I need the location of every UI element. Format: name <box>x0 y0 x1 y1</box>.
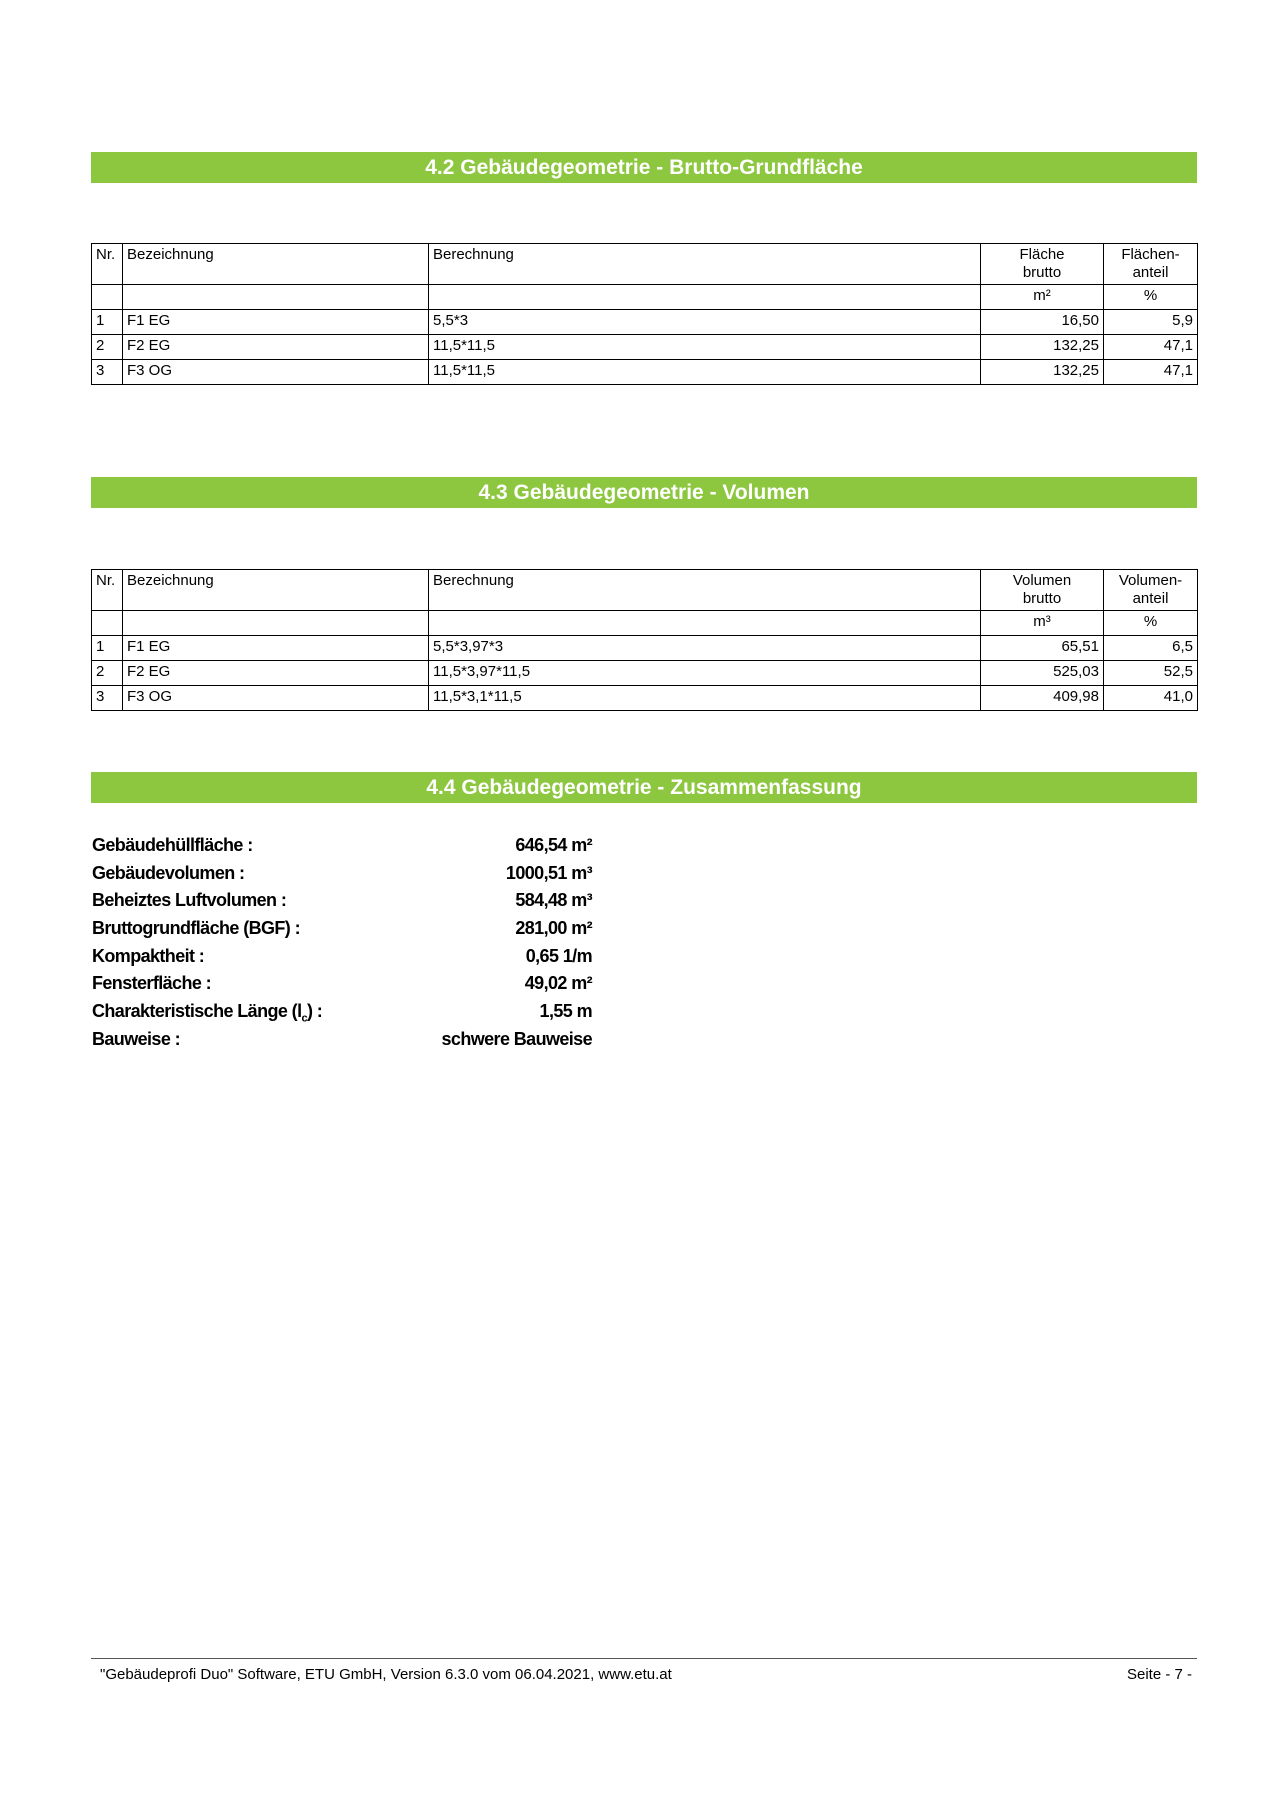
cell-anteil: 6,5 <box>1104 636 1198 661</box>
cell-wert: 525,03 <box>981 661 1104 686</box>
section-title-volumen: 4.3 Gebäudegeometrie - Volumen <box>91 477 1197 508</box>
section-title-zusammenfassung: 4.4 Gebäudegeometrie - Zusammenfassung <box>91 772 1197 803</box>
cell-wert: 16,50 <box>981 310 1104 335</box>
cell-anteil: 41,0 <box>1104 686 1198 711</box>
unit-m2: m² <box>981 285 1104 310</box>
cell-anteil: 47,1 <box>1104 335 1198 360</box>
header-volumenanteil: Volumen- anteil <box>1104 570 1198 611</box>
summary-row-charakteristische-laenge <box>92 1001 592 1029</box>
header-flaechenanteil: Flächen- anteil <box>1104 244 1198 285</box>
footer-page-number: Seite - 7 - <box>1126 1666 1192 1683</box>
summary-label: Kompaktheit : <box>92 945 205 966</box>
summary-label: Gebäudevolumen : <box>92 862 245 883</box>
summary-label: Bauweise : <box>92 1028 181 1049</box>
header-bezeichnung: Bezeichnung <box>123 244 429 285</box>
header-flaeche-brutto: Fläche brutto <box>981 244 1104 285</box>
summary-value: 646,54 m² <box>515 835 592 855</box>
header-berechnung: Berechnung <box>429 570 981 611</box>
cell-nr: 3 <box>92 360 123 385</box>
header-volumen-brutto: Volumen brutto <box>981 570 1104 611</box>
footer-divider <box>91 1658 1197 1659</box>
cell-bezeichnung: F2 EG <box>123 661 429 686</box>
cell-bezeichnung: F3 OG <box>123 686 429 711</box>
summary-value: 0,65 1/m <box>525 945 592 966</box>
cell-berechnung: 11,5*11,5 <box>429 335 981 360</box>
summary-row-fensterflaeche <box>92 973 592 1001</box>
table-row <box>92 360 1198 385</box>
summary-row-bauweise <box>92 1029 592 1057</box>
summary-value: 281,00 m² <box>515 918 592 939</box>
cell-bezeichnung: F1 EG <box>123 310 429 335</box>
cell-wert: 409,98 <box>981 686 1104 711</box>
cell-anteil: 47,1 <box>1104 360 1198 385</box>
footer-software-info: "Gebäudeprofi Duo" Software, ETU GmbH, Version 6.3.0 vom 06.04.2021, www.etu.at <box>100 1666 672 1683</box>
table-row <box>92 661 1198 686</box>
header-bezeichnung: Bezeichnung <box>123 570 429 611</box>
table-row <box>92 636 1198 661</box>
cell-berechnung: 11,5*3,1*11,5 <box>429 686 981 711</box>
cell-berechnung: 5,5*3,97*3 <box>429 636 981 661</box>
cell-wert: 132,25 <box>981 335 1104 360</box>
cell-berechnung: 11,5*11,5 <box>429 360 981 385</box>
table-row <box>92 686 1198 711</box>
summary-label: Fensterfläche : <box>92 973 212 994</box>
cell-bezeichnung: F1 EG <box>123 636 429 661</box>
cell-nr: 3 <box>92 686 123 711</box>
cell-nr: 1 <box>92 310 123 335</box>
brutto-grundflaeche-table <box>91 243 1198 385</box>
summary-row-kompaktheit <box>92 946 592 974</box>
volumen-table <box>91 569 1198 711</box>
unit-m3: m³ <box>981 611 1104 636</box>
table-header-row <box>92 244 1198 285</box>
cell-nr: 1 <box>92 636 123 661</box>
summary-value: 1000,51 m³ <box>505 862 592 883</box>
cell-anteil: 52,5 <box>1104 661 1198 686</box>
header-berechnung: Berechnung <box>429 244 981 285</box>
cell-berechnung: 11,5*3,97*11,5 <box>429 661 981 686</box>
section-title-brutto-grundflaeche: 4.2 Gebäudegeometrie - Brutto-Grundfläche <box>91 152 1197 183</box>
table-row <box>92 310 1198 335</box>
summary-label: Charakteristische Länge $(l_c)$ : <box>92 1001 323 1025</box>
table-row <box>92 335 1198 360</box>
summary-label: Gebäudehüllfläche : <box>92 835 253 855</box>
unit-percent: % <box>1104 611 1198 636</box>
cell-nr: 2 <box>92 335 123 360</box>
table-unit-row <box>92 285 1198 310</box>
summary-row-gebaeudevolumen <box>92 863 592 891</box>
summary-row-gebaeudehuellflaeche <box>92 835 592 863</box>
summary-row-bruttogrundflaeche <box>92 918 592 946</box>
cell-berechnung: 5,5*3 <box>429 310 981 335</box>
cell-wert: 65,51 <box>981 636 1104 661</box>
unit-percent: % <box>1104 285 1198 310</box>
summary-value: schwere Bauweise <box>441 1028 592 1049</box>
cell-bezeichnung: F3 OG <box>123 360 429 385</box>
header-nr: Nr. <box>92 244 123 285</box>
summary-label: Beheiztes Luftvolumen : <box>92 890 287 911</box>
table-unit-row <box>92 611 1198 636</box>
header-nr: Nr. <box>92 570 123 611</box>
summary-list <box>92 835 592 1057</box>
summary-value: 49,02 m² <box>524 973 592 994</box>
cell-wert: 132,25 <box>981 360 1104 385</box>
cell-nr: 2 <box>92 661 123 686</box>
summary-value: 584,48 m³ <box>515 890 592 911</box>
summary-row-beheiztes-luftvolumen <box>92 890 592 918</box>
cell-anteil: 5,9 <box>1104 310 1198 335</box>
table-header-row <box>92 570 1198 611</box>
summary-label: Bruttogrundfläche (BGF) : <box>92 918 300 939</box>
cell-bezeichnung: F2 EG <box>123 335 429 360</box>
summary-value: 1,55 m <box>539 1001 592 1022</box>
